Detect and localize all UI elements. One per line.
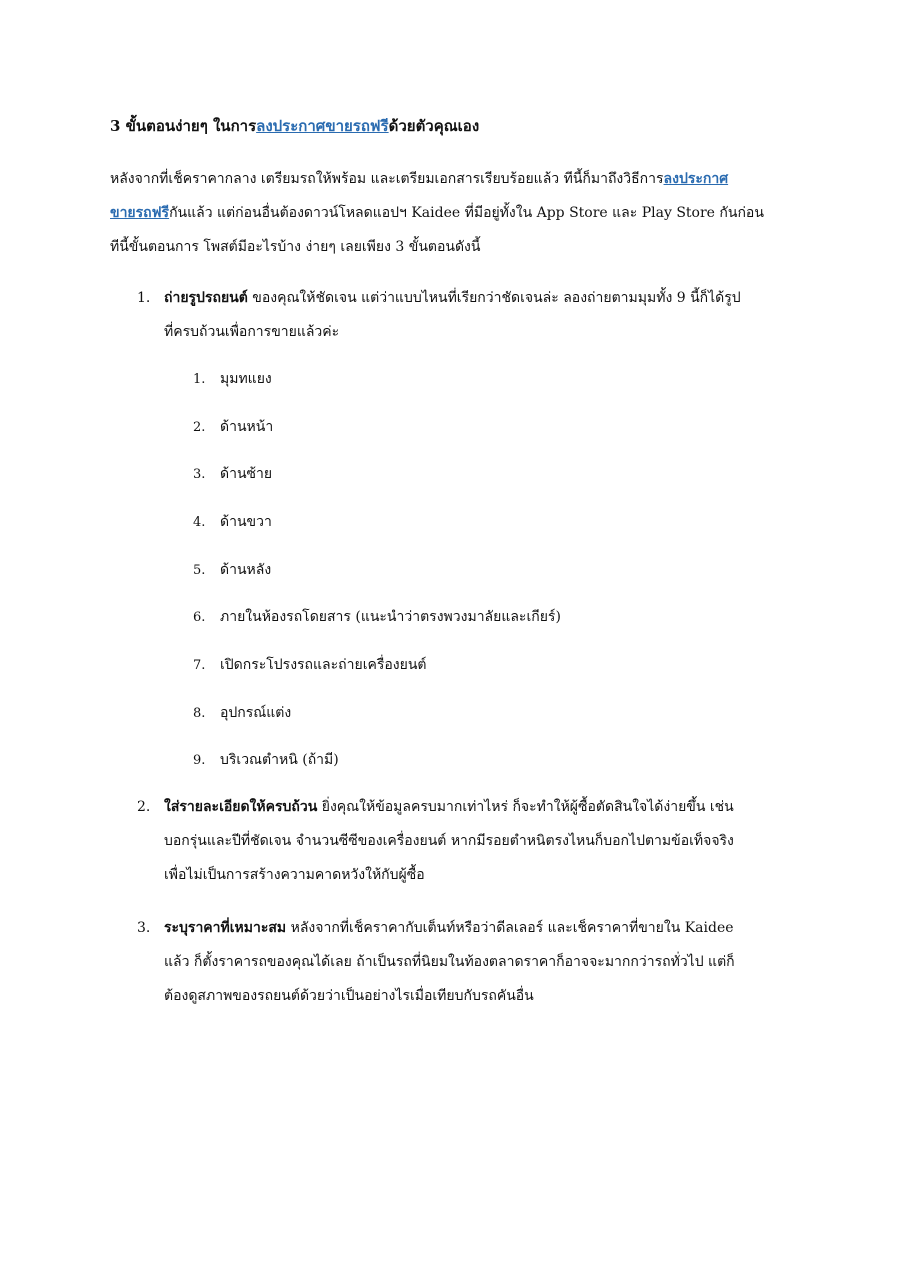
intro-line <box>110 230 800 264</box>
intro-line <box>110 162 800 196</box>
step-title: ใส่รายละเอียดให้ครบถ้วน <box>164 799 318 815</box>
step-title: ถ่ายรูปรถยนต์ <box>164 290 248 306</box>
angle-number: 5. <box>193 563 206 578</box>
step-line: แล้ว ก็ตั้งราคารถของคุณได้เลย ถ้าเป็นรถที่นิยมในท้องตลาดราคาก็อาจจะมากกว่ารถทั่วไป แต่ก็ <box>164 954 735 970</box>
step-text: หลังจากที่เช็คราคากับเต็นท์หรือว่าดีลเลอร์ และเช็คราคาที่ขายใน Kaidee <box>286 920 734 936</box>
step-line <box>164 911 804 945</box>
post-listing-link[interactable]: ลงประกาศ <box>663 171 729 187</box>
angle-list-item <box>193 462 753 487</box>
angle-number: 9. <box>193 753 206 768</box>
angle-list-item <box>193 367 753 392</box>
step-line: เพื่อไม่เป็นการสร้างความคาดหวังให้กับผู้ซื้อ <box>164 867 425 883</box>
step-line <box>164 281 804 315</box>
angle-number: 8. <box>193 706 206 721</box>
step-title: ระบุราคาที่เหมาะสม <box>164 920 287 936</box>
step-text: ยิ่งคุณให้ข้อมูลครบมากเท่าไหร่ ก็จะทำให้ผู้ซื้อตัดสินใจได้ง่ายขึ้น เช่น <box>317 799 734 815</box>
free-car-listing-link[interactable]: ลงประกาศขายรถฟรี <box>256 117 389 135</box>
angle-number: 3. <box>193 467 206 482</box>
heading-suffix: ด้วยตัวคุณเอง <box>388 117 480 135</box>
step-line: ที่ครบถ้วนเพื่อการขายแล้วค่ะ <box>164 324 340 340</box>
step-body <box>164 281 804 349</box>
step-line <box>164 790 804 824</box>
step-number: 3. <box>137 920 151 936</box>
heading-prefix: 3 ขั้นตอนง่ายๆ ในการ <box>110 117 257 135</box>
angle-list-item <box>193 653 753 678</box>
angle-label: ภายในห้องรถโดยสาร (แนะนำว่าตรงพวงมาลัยและเกียร์) <box>220 609 561 625</box>
angle-list-item <box>193 605 753 630</box>
angle-label: ด้านขวา <box>220 514 272 530</box>
step-number: 1. <box>137 290 151 306</box>
intro-text: หลังจากที่เช็คราคากลาง เตรียมรถให้พร้อม และเตรียมเอกสารเรียบร้อยแล้ว ทีนี้ก็มาถึงวิธีการ <box>110 171 664 187</box>
intro-line <box>110 196 800 230</box>
step-line: บอกรุ่นและปีที่ชัดเจน จำนวนซีซีของเครื่องยนต์ หากมีรอยตำหนิตรงไหนก็บอกไปตามข้อเท็จจริง <box>164 833 734 849</box>
angle-label: มุมทแยง <box>220 371 272 387</box>
angle-list-item <box>193 558 753 583</box>
step-body <box>164 911 804 1013</box>
angle-list-item <box>193 701 753 726</box>
angle-label: เปิดกระโปรงรถและถ่ายเครื่องยนต์ <box>220 657 427 673</box>
sell-car-free-link[interactable]: ขายรถฟรี <box>110 205 170 221</box>
intro-paragraph <box>110 162 800 264</box>
angle-list-item <box>193 748 753 773</box>
angle-number: 2. <box>193 420 206 435</box>
angle-number: 1. <box>193 372 206 387</box>
angle-label: ด้านหน้า <box>220 419 274 435</box>
intro-text: กันแล้ว แต่ก่อนอื่นต้องดาวน์โหลดแอปฯ Kaidee ที่มีอยู่ทั้งใน App Store และ Play Store กันก่อน <box>169 205 764 221</box>
angle-label: ด้านซ้าย <box>220 466 273 482</box>
intro-text: ทีนี้ขั้นตอนการ โพสต์มีอะไรบ้าง ง่ายๆ เลยเพียง 3 ขั้นตอนดังนี้ <box>110 239 481 255</box>
step-line: ต้องดูสภาพของรถยนต์ด้วยว่าเป็นอย่างไรเมื่อเทียบกับรถคันอื่น <box>164 988 534 1004</box>
angle-number: 4. <box>193 515 206 530</box>
angle-number: 6. <box>193 610 206 625</box>
step-text: ของคุณให้ชัดเจน แต่ว่าแบบไหนที่เรียกว่าชัดเจนล่ะ ลองถ่ายตามมุมทั้ง 9 นี้ก็ได้รูป <box>247 290 741 306</box>
angle-label: ด้านหลัง <box>220 562 272 578</box>
step-number: 2. <box>137 799 151 815</box>
angle-number: 7. <box>193 658 206 673</box>
angle-list-item <box>193 415 753 440</box>
angle-label: บริเวณตำหนิ (ถ้ามี) <box>220 752 339 768</box>
angle-list-item <box>193 510 753 535</box>
section-heading <box>110 115 810 137</box>
step-body <box>164 790 804 892</box>
angle-label: อุปกรณ์แต่ง <box>220 705 292 721</box>
